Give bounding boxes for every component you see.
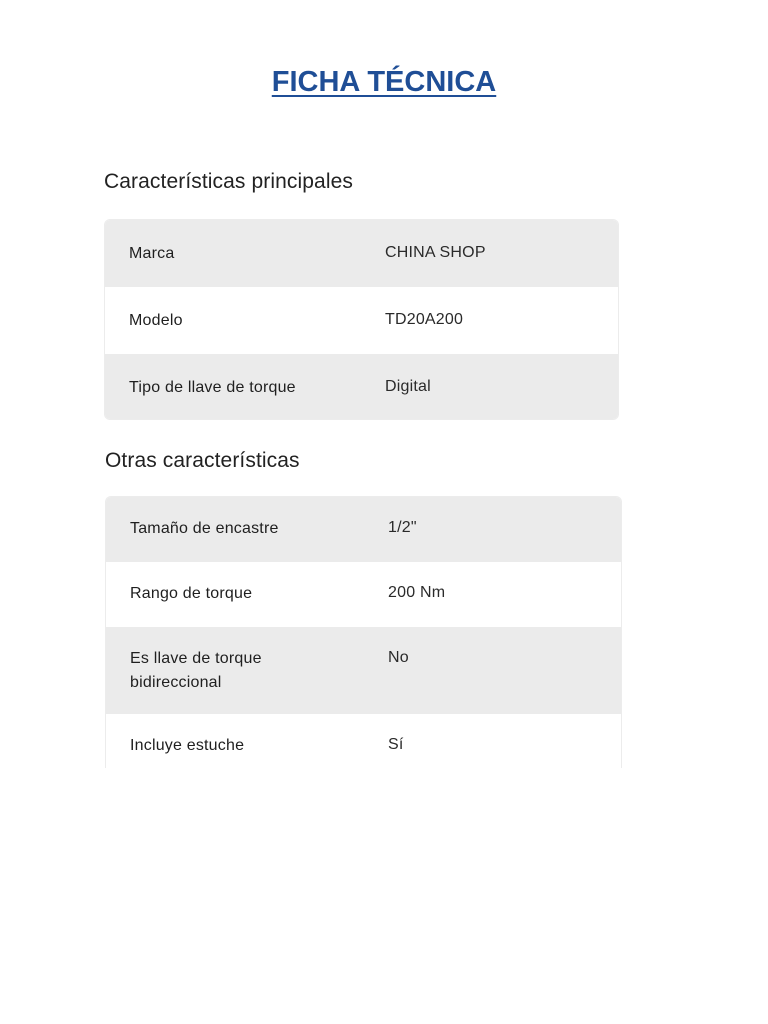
spec-value-includes-case: Sí <box>388 736 404 753</box>
spec-value-drive-size: 1/2" <box>388 519 417 536</box>
spec-label-torque-range: Rango de torque <box>130 585 253 602</box>
spec-value-brand: CHINA SHOP <box>385 244 486 261</box>
table-row <box>106 497 621 562</box>
table-row <box>106 627 621 714</box>
spec-value-torque-range: 200 Nm <box>388 584 446 601</box>
main-features-table <box>104 219 619 420</box>
page-title: FICHA TÉCNICA <box>271 66 497 98</box>
table-row <box>105 220 618 287</box>
spec-value-wrench-type: Digital <box>385 378 431 395</box>
spec-value-bidirectional: No <box>388 649 409 666</box>
other-features-table <box>105 496 622 768</box>
spec-label-brand: Marca <box>129 245 175 262</box>
table-row <box>105 287 618 354</box>
section-title-main-features: Características principales <box>104 170 353 193</box>
section-title-other-features: Otras características <box>105 449 300 472</box>
spec-label-model: Modelo <box>129 312 183 329</box>
spec-label-drive-size: Tamaño de encastre <box>130 520 279 537</box>
spec-label-includes-case: Incluye estuche <box>130 737 245 754</box>
table-row <box>106 562 621 627</box>
table-row <box>105 354 618 420</box>
spec-label-wrench-type: Tipo de llave de torque <box>129 379 296 396</box>
table-row <box>106 714 621 768</box>
spec-label-bidirectional: Es llave de torque bidireccional <box>130 650 262 691</box>
spec-value-model: TD20A200 <box>385 311 464 328</box>
